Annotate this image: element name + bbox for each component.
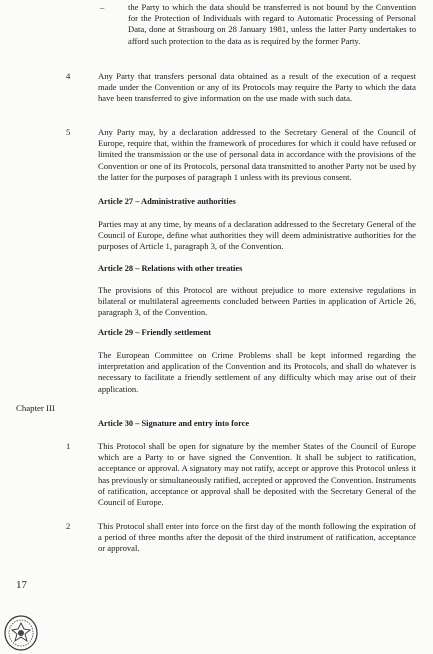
bullet-paragraph: the Party to which the data should be transferred is not bound by the Convention for the Protection of Individuals with regard to Automatic Processing of Personal Data, done at Strasbourg on 28 January 1981, unless the latter Party undertakes to afford such protection to the data as is required by the former Party. <box>128 2 416 46</box>
page-number: 17 <box>16 579 27 591</box>
paragraph-number: 1 <box>66 441 71 451</box>
article-30-heading: Article 30 – Signature and entry into force <box>98 419 250 428</box>
article-29-text: The European Committee on Crime Problems shall be kept informed regarding the interpretation and application of the Convention and its Protocols, and shall do whatever is necessary to facilitate a friendly settlement of any difficulty which may arise out of their application. <box>98 350 416 394</box>
article-28-text: The provisions of this Protocol are without prejudice to more extensive regulations in bilateral or multilateral agreements concluded between Parties in application of Article 26, paragraph 3, of the Convention. <box>98 285 416 318</box>
paragraph-number: 2 <box>66 521 71 531</box>
paragraph-number: 5 <box>66 127 71 137</box>
article-30-paragraph-1: This Protocol shall be open for signature by the member States of the Council of Europe which are a Party to or have signed the Convention. It shall be subject to ratification, acceptance or approval. A signatory may not ratify, accept or approve this Protocol unless it has previously or simultaneously ratified, accepted or approved the Convention. Instruments of ratification, acceptance or approval shall be deposited with the Secretary General of the Council of Europe. <box>98 441 416 508</box>
bullet-dash: – <box>100 2 105 12</box>
seal-stamp-icon <box>3 614 39 652</box>
paragraph-4: Any Party that transfers personal data obtained as a result of the execution of a request made under the Convention or any of its Protocols may require the Party to which the data have been transferred to give information on the use made with such data. <box>98 71 416 104</box>
article-27-text: Parties may at any time, by means of a declaration addressed to the Secretary General of the Council of Europe, define what authorities they will deem administrative authorities for the purposes of Article 1, paragraph 3, of the Convention. <box>98 219 416 252</box>
paragraph-number: 4 <box>66 71 71 81</box>
paragraph-5: Any Party may, by a declaration addressed to the Secretary General of the Council of Europe, require that, within the framework of procedures for which it could have refused or limited the transmission or the use of personal data in accordance with the provisions of the Convention or one of its Protocols, personal data transmitted to another Party not be used by the latter for the purposes of paragraph 1 unless with its previous consent. <box>98 127 416 182</box>
article-28-heading: Article 28 – Relations with other treaties <box>98 264 243 273</box>
article-29-heading: Article 29 – Friendly settlement <box>98 328 212 337</box>
chapter-heading: Chapter III <box>16 403 55 413</box>
article-30-paragraph-2: This Protocol shall enter into force on the first day of the month following the expiration of a period of three months after the deposit of the third instrument of ratification, acceptance or approval. <box>98 521 416 554</box>
article-27-heading: Article 27 – Administrative authorities <box>98 197 236 206</box>
